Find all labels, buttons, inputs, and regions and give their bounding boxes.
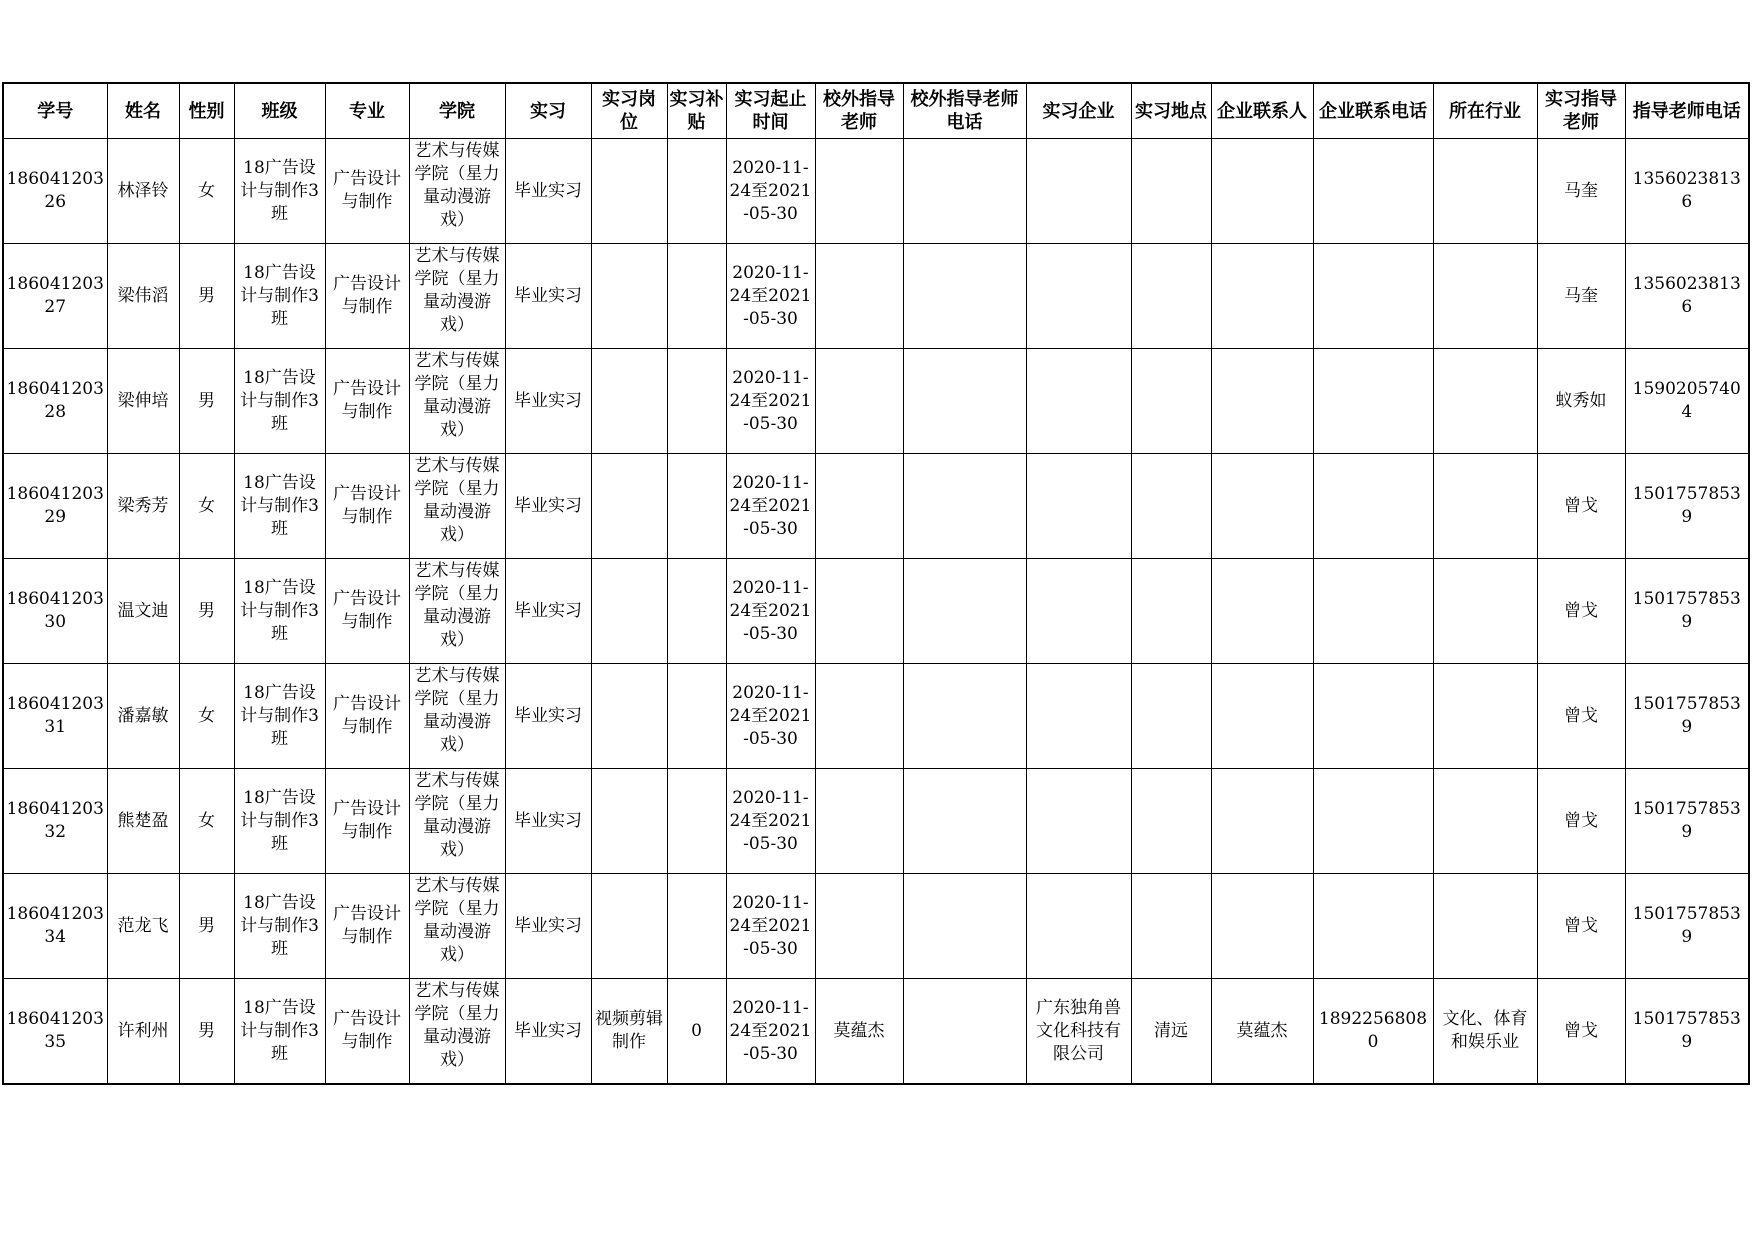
cell-company-contact [1211,769,1313,874]
cell-industry [1433,664,1537,769]
header-position: 实习岗位 [591,83,667,139]
table-row [3,559,1749,664]
cell-company-contact: 莫蕴杰 [1211,979,1313,1085]
header-company: 实习企业 [1026,83,1131,139]
cell-company-phone: 18922568080 [1313,979,1433,1085]
cell-company-contact [1211,139,1313,244]
cell-supervisor-phone: 15017578539 [1625,559,1749,664]
header-external-supervisor-phone: 校外指导老师电话 [903,83,1026,139]
cell-student-id: 18604120327 [3,244,107,349]
cell-period: 2020-11-24至2021-05-30 [726,979,815,1085]
cell-college: 艺术与传媒学院（星力量动漫游戏） [409,769,505,874]
header-subsidy: 实习补贴 [667,83,726,139]
cell-company [1026,664,1131,769]
cell-supervisor: 曾戈 [1537,979,1625,1085]
cell-subsidy [667,139,726,244]
cell-industry [1433,454,1537,559]
cell-supervisor-phone: 13560238136 [1625,244,1749,349]
cell-supervisor: 曾戈 [1537,664,1625,769]
cell-company-contact [1211,454,1313,559]
cell-name: 梁伟滔 [107,244,179,349]
cell-external-supervisor [815,244,903,349]
cell-subsidy [667,559,726,664]
cell-location [1131,454,1211,559]
cell-name: 梁伸培 [107,349,179,454]
cell-subsidy [667,349,726,454]
cell-gender: 女 [179,664,234,769]
cell-major: 广告设计与制作 [325,874,409,979]
table-row [3,244,1749,349]
cell-gender: 男 [179,244,234,349]
cell-company-phone [1313,874,1433,979]
header-class: 班级 [234,83,325,139]
cell-company [1026,349,1131,454]
cell-industry [1433,139,1537,244]
cell-external-supervisor-phone [903,244,1026,349]
cell-gender: 女 [179,139,234,244]
cell-internship: 毕业实习 [505,664,591,769]
header-major: 专业 [325,83,409,139]
cell-name: 潘嘉敏 [107,664,179,769]
cell-position [591,559,667,664]
cell-supervisor-phone: 15017578539 [1625,874,1749,979]
cell-gender: 男 [179,559,234,664]
cell-external-supervisor-phone [903,979,1026,1085]
cell-period: 2020-11-24至2021-05-30 [726,874,815,979]
cell-company-phone [1313,454,1433,559]
cell-student-id: 18604120334 [3,874,107,979]
cell-college: 艺术与传媒学院（星力量动漫游戏） [409,874,505,979]
cell-company [1026,874,1131,979]
table-body [3,139,1749,1085]
cell-company [1026,769,1131,874]
cell-gender: 女 [179,454,234,559]
cell-location [1131,874,1211,979]
cell-student-id: 18604120329 [3,454,107,559]
cell-major: 广告设计与制作 [325,139,409,244]
cell-company [1026,139,1131,244]
cell-student-id: 18604120331 [3,664,107,769]
cell-company-phone [1313,349,1433,454]
table-row [3,874,1749,979]
cell-position [591,244,667,349]
cell-college: 艺术与传媒学院（星力量动漫游戏） [409,664,505,769]
cell-major: 广告设计与制作 [325,559,409,664]
cell-position [591,664,667,769]
cell-external-supervisor [815,349,903,454]
cell-external-supervisor [815,874,903,979]
cell-location [1131,244,1211,349]
cell-internship: 毕业实习 [505,349,591,454]
cell-period: 2020-11-24至2021-05-30 [726,349,815,454]
cell-gender: 男 [179,874,234,979]
cell-period: 2020-11-24至2021-05-30 [726,664,815,769]
cell-name: 林泽铃 [107,139,179,244]
cell-college: 艺术与传媒学院（星力量动漫游戏） [409,979,505,1085]
cell-gender: 男 [179,349,234,454]
cell-supervisor-phone: 15902057404 [1625,349,1749,454]
cell-class: 18广告设计与制作3班 [234,874,325,979]
header-location: 实习地点 [1131,83,1211,139]
header-supervisor: 实习指导老师 [1537,83,1625,139]
cell-location [1131,664,1211,769]
cell-position: 视频剪辑制作 [591,979,667,1085]
cell-student-id: 18604120326 [3,139,107,244]
cell-major: 广告设计与制作 [325,769,409,874]
cell-major: 广告设计与制作 [325,454,409,559]
cell-company [1026,244,1131,349]
cell-college: 艺术与传媒学院（星力量动漫游戏） [409,454,505,559]
cell-supervisor-phone: 15017578539 [1625,769,1749,874]
cell-external-supervisor-phone [903,874,1026,979]
header-company-contact: 企业联系人 [1211,83,1313,139]
cell-company-contact [1211,664,1313,769]
cell-period: 2020-11-24至2021-05-30 [726,769,815,874]
cell-location: 清远 [1131,979,1211,1085]
cell-supervisor: 曾戈 [1537,559,1625,664]
cell-subsidy [667,874,726,979]
cell-name: 范龙飞 [107,874,179,979]
cell-external-supervisor-phone [903,349,1026,454]
cell-company-phone [1313,664,1433,769]
cell-industry [1433,559,1537,664]
table-row [3,139,1749,244]
cell-subsidy [667,664,726,769]
cell-class: 18广告设计与制作3班 [234,139,325,244]
cell-class: 18广告设计与制作3班 [234,979,325,1085]
cell-company [1026,559,1131,664]
table-row [3,454,1749,559]
cell-supervisor: 马奎 [1537,139,1625,244]
cell-company-phone [1313,559,1433,664]
cell-external-supervisor-phone [903,664,1026,769]
cell-industry [1433,769,1537,874]
cell-position [591,349,667,454]
cell-company-contact [1211,559,1313,664]
cell-class: 18广告设计与制作3班 [234,664,325,769]
cell-location [1131,349,1211,454]
header-row [3,83,1749,139]
cell-name: 熊楚盈 [107,769,179,874]
cell-subsidy: 0 [667,979,726,1085]
cell-industry [1433,244,1537,349]
cell-external-supervisor-phone [903,769,1026,874]
internship-table [2,82,1750,1085]
cell-supervisor: 蚁秀如 [1537,349,1625,454]
header-company-phone: 企业联系电话 [1313,83,1433,139]
cell-student-id: 18604120332 [3,769,107,874]
table-row [3,979,1749,1085]
cell-period: 2020-11-24至2021-05-30 [726,559,815,664]
cell-major: 广告设计与制作 [325,244,409,349]
cell-subsidy [667,769,726,874]
cell-industry [1433,349,1537,454]
cell-company-phone [1313,769,1433,874]
cell-student-id: 18604120335 [3,979,107,1085]
cell-location [1131,559,1211,664]
cell-position [591,139,667,244]
cell-external-supervisor-phone [903,139,1026,244]
table-row [3,664,1749,769]
cell-period: 2020-11-24至2021-05-30 [726,139,815,244]
cell-supervisor: 马奎 [1537,244,1625,349]
cell-company-contact [1211,349,1313,454]
header-college: 学院 [409,83,505,139]
cell-internship: 毕业实习 [505,979,591,1085]
cell-company-contact [1211,244,1313,349]
cell-location [1131,139,1211,244]
cell-company-phone [1313,139,1433,244]
cell-period: 2020-11-24至2021-05-30 [726,244,815,349]
cell-major: 广告设计与制作 [325,664,409,769]
cell-external-supervisor [815,559,903,664]
cell-company: 广东独角兽文化科技有限公司 [1026,979,1131,1085]
cell-gender: 女 [179,769,234,874]
header-internship: 实习 [505,83,591,139]
cell-supervisor-phone: 13560238136 [1625,139,1749,244]
cell-external-supervisor [815,454,903,559]
cell-supervisor-phone: 15017578539 [1625,664,1749,769]
cell-class: 18广告设计与制作3班 [234,349,325,454]
cell-name: 温文迪 [107,559,179,664]
cell-college: 艺术与传媒学院（星力量动漫游戏） [409,139,505,244]
header-student-id: 学号 [3,83,107,139]
header-gender: 性别 [179,83,234,139]
cell-period: 2020-11-24至2021-05-30 [726,454,815,559]
cell-industry: 文化、体育和娱乐业 [1433,979,1537,1085]
cell-name: 许利州 [107,979,179,1085]
cell-major: 广告设计与制作 [325,349,409,454]
table-row [3,769,1749,874]
cell-supervisor: 曾戈 [1537,769,1625,874]
cell-subsidy [667,454,726,559]
cell-company-phone [1313,244,1433,349]
cell-position [591,769,667,874]
cell-student-id: 18604120330 [3,559,107,664]
cell-supervisor-phone: 15017578539 [1625,979,1749,1085]
header-name: 姓名 [107,83,179,139]
cell-company-contact [1211,874,1313,979]
cell-internship: 毕业实习 [505,559,591,664]
cell-location [1131,769,1211,874]
cell-position [591,454,667,559]
cell-class: 18广告设计与制作3班 [234,559,325,664]
cell-class: 18广告设计与制作3班 [234,769,325,874]
cell-student-id: 18604120328 [3,349,107,454]
cell-name: 梁秀芳 [107,454,179,559]
cell-internship: 毕业实习 [505,454,591,559]
cell-external-supervisor-phone [903,559,1026,664]
cell-college: 艺术与传媒学院（星力量动漫游戏） [409,244,505,349]
cell-internship: 毕业实习 [505,874,591,979]
header-external-supervisor: 校外指导老师 [815,83,903,139]
cell-class: 18广告设计与制作3班 [234,244,325,349]
cell-position [591,874,667,979]
cell-subsidy [667,244,726,349]
cell-external-supervisor [815,664,903,769]
cell-class: 18广告设计与制作3班 [234,454,325,559]
header-supervisor-phone: 指导老师电话 [1625,83,1749,139]
cell-major: 广告设计与制作 [325,979,409,1085]
cell-supervisor: 曾戈 [1537,454,1625,559]
header-period: 实习起止时间 [726,83,815,139]
cell-external-supervisor [815,769,903,874]
cell-external-supervisor: 莫蕴杰 [815,979,903,1085]
cell-external-supervisor [815,139,903,244]
cell-company [1026,454,1131,559]
cell-supervisor-phone: 15017578539 [1625,454,1749,559]
cell-gender: 男 [179,979,234,1085]
cell-college: 艺术与传媒学院（星力量动漫游戏） [409,349,505,454]
cell-industry [1433,874,1537,979]
cell-internship: 毕业实习 [505,769,591,874]
table-row [3,349,1749,454]
cell-college: 艺术与传媒学院（星力量动漫游戏） [409,559,505,664]
cell-internship: 毕业实习 [505,244,591,349]
cell-supervisor: 曾戈 [1537,874,1625,979]
header-industry: 所在行业 [1433,83,1537,139]
cell-external-supervisor-phone [903,454,1026,559]
cell-internship: 毕业实习 [505,139,591,244]
